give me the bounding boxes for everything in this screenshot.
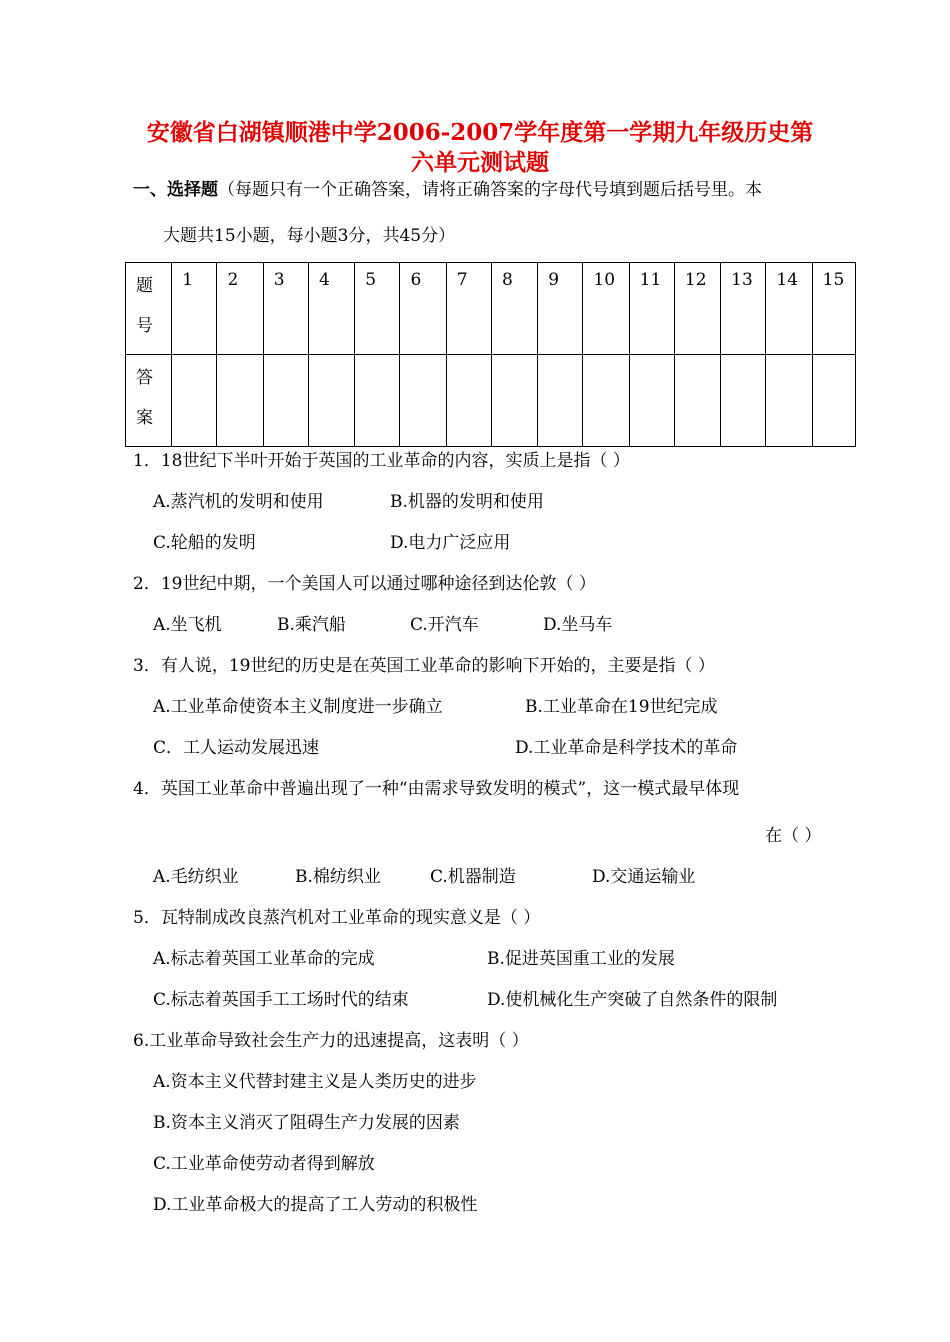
number-cell: 3 bbox=[263, 263, 308, 355]
q1-option-b: B.机器的发明和使用 bbox=[390, 492, 544, 512]
answer-cell[interactable] bbox=[355, 355, 400, 447]
section-instruction-text: （每题只有一个正确答案，请将正确答案的字母代号填到题后括号里。本 bbox=[218, 180, 762, 200]
answer-cell[interactable] bbox=[491, 355, 537, 447]
answer-cell[interactable] bbox=[538, 355, 583, 447]
q6-option-c: C.工业革命使劳动者得到解放 bbox=[153, 1154, 375, 1174]
doc-title-line-1: 安徽省白湖镇顺港中学2006-2007学年度第一学期九年级历史第 bbox=[146, 119, 814, 146]
answer-table bbox=[125, 262, 856, 447]
number-cell: 10 bbox=[583, 263, 629, 355]
answer-cell[interactable] bbox=[446, 355, 491, 447]
q2-option-b: B.乘汽船 bbox=[277, 615, 346, 635]
number-cell: 12 bbox=[674, 263, 720, 355]
question-3-stem: 3．有人说，19世纪的历史是在英国工业革命的影响下开始的，主要是指（ ） bbox=[133, 656, 715, 676]
q2-option-c: C.开汽车 bbox=[410, 615, 479, 635]
answer-cell[interactable] bbox=[217, 355, 263, 447]
answer-cell[interactable] bbox=[674, 355, 720, 447]
question-1-stem: 1．18世纪下半叶开始于英国的工业革命的内容，实质上是指（ ） bbox=[133, 451, 630, 471]
q6-option-a: A.资本主义代替封建主义是人类历史的进步 bbox=[153, 1072, 477, 1092]
label-char: 题 bbox=[136, 276, 153, 296]
question-2-stem: 2．19世纪中期，一个美国人可以通过哪种途径到达伦敦（ ） bbox=[133, 574, 596, 594]
answer-cell[interactable] bbox=[263, 355, 308, 447]
number-cell: 2 bbox=[217, 263, 263, 355]
number-cell: 15 bbox=[812, 263, 855, 355]
number-cell: 11 bbox=[629, 263, 674, 355]
q3-option-b: B.工业革命在19世纪完成 bbox=[525, 697, 718, 717]
section-instruction-cont: 大题共15小题，每小题3分，共45分） bbox=[163, 226, 456, 246]
answer-cell[interactable] bbox=[766, 355, 812, 447]
row-label-number bbox=[126, 263, 172, 355]
q3-option-a: A.工业革命使资本主义制度进一步确立 bbox=[153, 697, 443, 717]
q5-option-c: C.标志着英国手工工场时代的结束 bbox=[153, 990, 409, 1010]
q5-option-b: B.促进英国重工业的发展 bbox=[487, 949, 675, 969]
answer-cell[interactable] bbox=[308, 355, 354, 447]
question-6-stem: 6.工业革命导致社会生产力的迅速提高，这表明（ ） bbox=[133, 1031, 529, 1051]
question-5-stem: 5．瓦特制成改良蒸汽机对工业革命的现实意义是（ ） bbox=[133, 908, 541, 928]
number-cell: 14 bbox=[766, 263, 812, 355]
q5-option-d: D.使机械化生产突破了自然条件的限制 bbox=[487, 990, 778, 1010]
q2-option-d: D.坐马车 bbox=[543, 615, 613, 635]
q4-option-c: C.机器制造 bbox=[430, 867, 516, 887]
number-cell: 9 bbox=[538, 263, 583, 355]
q1-option-a: A.蒸汽机的发明和使用 bbox=[153, 492, 324, 512]
row-label-answer bbox=[126, 355, 172, 447]
label-char: 答 bbox=[136, 368, 153, 388]
q2-option-a: A.坐飞机 bbox=[153, 615, 222, 635]
answer-cell[interactable] bbox=[721, 355, 766, 447]
label-char: 号 bbox=[136, 316, 153, 336]
q4-option-b: B.棉纺织业 bbox=[295, 867, 381, 887]
question-4-stem-cont: 在（ ） bbox=[765, 826, 822, 846]
q6-option-b: B.资本主义消灭了阻碍生产力发展的因素 bbox=[153, 1113, 460, 1133]
question-number-row bbox=[126, 263, 856, 355]
answer-cell[interactable] bbox=[629, 355, 674, 447]
q6-option-d: D.工业革命极大的提高了工人劳动的积极性 bbox=[153, 1195, 478, 1215]
number-cell: 4 bbox=[308, 263, 354, 355]
number-cell: 5 bbox=[355, 263, 400, 355]
number-cell: 6 bbox=[400, 263, 446, 355]
question-4-stem: 4．英国工业革命中普遍出现了一种“由需求导致发明的模式”，这一模式最早体现 bbox=[133, 779, 740, 799]
doc-title-line-2: 六单元测试题 bbox=[411, 149, 549, 176]
q5-option-a: A.标志着英国工业革命的完成 bbox=[153, 949, 375, 969]
number-cell: 8 bbox=[491, 263, 537, 355]
answer-cell[interactable] bbox=[400, 355, 446, 447]
number-cell: 13 bbox=[721, 263, 766, 355]
q3-option-d: D.工业革命是科学技术的革命 bbox=[515, 738, 738, 758]
number-cell: 7 bbox=[446, 263, 491, 355]
q1-option-c: C.轮船的发明 bbox=[153, 533, 256, 553]
q4-option-d: D.交通运输业 bbox=[592, 867, 696, 887]
label-char: 案 bbox=[136, 408, 153, 428]
q3-option-c: C．工人运动发展迅速 bbox=[153, 738, 320, 758]
q1-option-d: D.电力广泛应用 bbox=[390, 533, 511, 553]
answer-cell[interactable] bbox=[812, 355, 855, 447]
q4-option-a: A.毛纺织业 bbox=[153, 867, 239, 887]
section-heading: 一、选择题 bbox=[133, 180, 218, 200]
answer-cell[interactable] bbox=[583, 355, 629, 447]
answer-row bbox=[126, 355, 856, 447]
number-cell: 1 bbox=[172, 263, 217, 355]
section-instruction bbox=[133, 179, 762, 201]
answer-cell[interactable] bbox=[172, 355, 217, 447]
